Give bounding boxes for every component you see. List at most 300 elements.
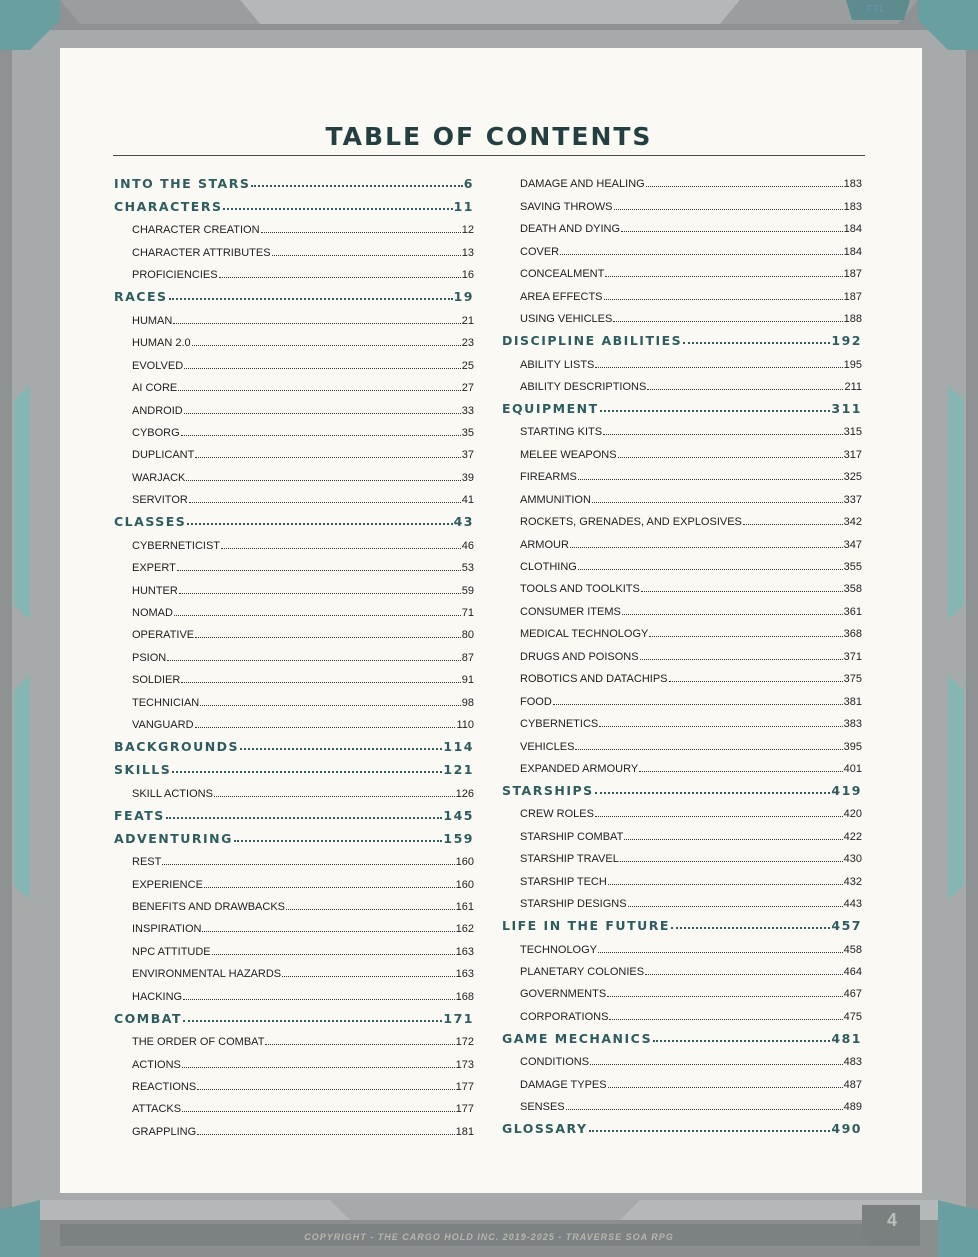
toc-chapter-entry[interactable]: [114, 506, 474, 529]
toc-entry-page: 395: [843, 740, 862, 753]
toc-section-entry[interactable]: [502, 483, 862, 505]
toc-section-entry[interactable]: [114, 1026, 474, 1048]
toc-section-entry[interactable]: [502, 235, 862, 257]
toc-entry-page: 355: [843, 561, 862, 573]
toc-entry-page: 358: [843, 583, 862, 596]
toc-entry-page: 98: [461, 696, 474, 709]
dot-leader: [669, 680, 843, 682]
toc-entry-label: ROBOTICS AND DATACHIPS: [520, 673, 668, 686]
dot-leader: [575, 748, 842, 750]
toc-entry-page: 145: [443, 807, 474, 823]
dot-leader: [286, 908, 455, 910]
toc-entry-page: 192: [831, 333, 862, 349]
toc-entry-page: 23: [461, 337, 474, 350]
toc-section-entry[interactable]: [502, 506, 862, 528]
toc-entry-label: STARTING KITS: [520, 426, 603, 439]
dot-leader: [607, 995, 842, 997]
toc-entry-label: HUMAN 2.0: [132, 337, 191, 350]
toc-entry-page: 325: [843, 471, 862, 484]
toc-section-entry[interactable]: [114, 417, 474, 439]
toc-chapter-entry[interactable]: [502, 1023, 862, 1046]
dot-leader: [167, 659, 461, 661]
toc-entry-page: 184: [843, 245, 862, 258]
dot-leader: [182, 1110, 455, 1112]
toc-entry-label: INTO THE STARS: [114, 176, 251, 191]
toc-section-entry[interactable]: [502, 1068, 862, 1090]
toc-entry-page: 184: [843, 223, 862, 236]
toc-entry-page: 315: [843, 426, 862, 439]
dot-leader: [608, 1086, 843, 1088]
toc-section-entry[interactable]: [502, 190, 862, 212]
dot-leader: [743, 523, 843, 525]
toc-entry-page: 483: [843, 1056, 862, 1069]
toc-chapter-entry[interactable]: [114, 1003, 474, 1026]
dot-leader: [186, 479, 460, 481]
toc-entry-page: 187: [843, 290, 862, 303]
dot-leader: [184, 367, 461, 369]
toc-entry-page: 368: [843, 628, 862, 641]
toc-section-entry[interactable]: [114, 372, 474, 394]
toc-entry-page: 126: [455, 787, 474, 800]
toc-section-entry[interactable]: [114, 913, 474, 935]
dot-leader: [234, 839, 443, 842]
dot-leader: [187, 522, 452, 525]
dot-leader: [178, 389, 461, 391]
dot-leader: [166, 816, 443, 819]
toc-entry-label: STARSHIP DESIGNS: [520, 898, 627, 911]
toc-entry-page: 12: [461, 224, 474, 237]
toc-section-entry[interactable]: [502, 708, 862, 730]
toc-entry-page: 383: [843, 718, 862, 731]
toc-entry-page: 337: [843, 493, 862, 506]
toc-entry-page: 181: [455, 1125, 474, 1138]
dot-leader: [189, 501, 461, 503]
toc-entry-page: 37: [461, 449, 474, 462]
toc-entry-page: 317: [843, 448, 862, 461]
toc-entry-label: USING VEHICLES: [520, 313, 613, 326]
toc-entry-label: HACKING: [132, 990, 183, 1003]
toc-entry-page: 39: [461, 471, 474, 484]
toc-chapter-entry[interactable]: [114, 731, 474, 754]
dot-leader: [604, 298, 843, 300]
toc-section-entry[interactable]: [114, 484, 474, 506]
toc-section-entry[interactable]: [502, 528, 862, 550]
dot-leader: [614, 208, 843, 210]
toc-entry-page: 172: [455, 1036, 474, 1049]
toc-section-entry[interactable]: [502, 348, 862, 370]
toc-entry-label: ABILITY LISTS: [520, 358, 595, 371]
toc-section-entry[interactable]: [502, 843, 862, 865]
toc-entry-page: 114: [443, 739, 474, 755]
toc-entry-page: 457: [831, 918, 862, 934]
toc-entry-label: CLOTHING: [520, 561, 577, 573]
toc-entry-page: 475: [843, 1010, 862, 1023]
toc-section-entry[interactable]: [502, 753, 862, 775]
toc-entry-label: PSION: [132, 651, 167, 664]
toc-section-entry[interactable]: [114, 641, 474, 663]
toc-entry-page: 183: [843, 178, 862, 191]
toc-entry-label: EXPANDED ARMOURY: [520, 762, 639, 775]
toc-entry-page: 19: [453, 289, 474, 305]
toc-chapter-entry[interactable]: [114, 168, 474, 191]
toc-entry-page: 6: [463, 176, 474, 191]
toc-entry-label: CYBERNETICIST: [132, 539, 221, 552]
dot-leader: [595, 815, 843, 817]
toc-section-entry[interactable]: [502, 595, 862, 617]
toc-entry-page: 11: [453, 199, 474, 214]
toc-entry-label: TECHNICIAN: [132, 696, 200, 709]
toc-section-entry[interactable]: [114, 935, 474, 957]
toc-section-entry[interactable]: [502, 640, 862, 662]
toc-chapter-entry[interactable]: [114, 754, 474, 777]
dot-leader: [578, 478, 843, 480]
toc-section-entry[interactable]: [114, 597, 474, 619]
toc-entry-label: WARJACK: [132, 471, 186, 484]
toc-entry-label: DAMAGE AND HEALING: [520, 178, 645, 191]
toc-entry-label: SAVING THROWS: [520, 200, 613, 213]
toc-entry-label: DRUGS AND POISONS: [520, 650, 639, 663]
toc-entry-page: 489: [843, 1101, 862, 1114]
dot-leader: [578, 568, 843, 570]
toc-section-entry[interactable]: [502, 865, 862, 887]
dot-leader: [647, 388, 843, 390]
toc-right-column: [502, 168, 862, 1136]
dot-leader: [223, 207, 452, 210]
toc-section-entry[interactable]: [502, 956, 862, 978]
toc-section-entry[interactable]: [502, 888, 862, 910]
copyright-footer: COPYRIGHT - THE CARGO HOLD INC. 2019-2025 - TRAVERSE SOA RPG: [304, 1232, 674, 1242]
toc-section-entry[interactable]: [114, 868, 474, 890]
toc-entry-page: 91: [461, 674, 474, 687]
toc-entry-page: 487: [843, 1078, 862, 1091]
dot-leader: [195, 636, 461, 638]
dot-leader: [173, 322, 460, 324]
toc-entry-page: 160: [455, 878, 474, 891]
dot-leader: [649, 635, 842, 637]
toc-entry-label: CHARACTER CREATION: [132, 224, 260, 237]
toc-section-entry[interactable]: [502, 978, 862, 1000]
toc-entry-page: 25: [461, 359, 474, 372]
dot-leader: [560, 253, 843, 255]
toc-entry-label: SERVITOR: [132, 494, 188, 507]
toc-entry-label: ABILITY DESCRIPTIONS: [520, 380, 647, 393]
toc-section-entry[interactable]: [114, 327, 474, 349]
toc-section-entry[interactable]: [114, 259, 474, 281]
toc-section-entry[interactable]: [114, 619, 474, 641]
dot-leader: [212, 953, 455, 955]
toc-entry-label: OPERATIVE: [132, 629, 195, 642]
toc-entry-label: CORPORATIONS: [520, 1010, 609, 1023]
dot-leader: [251, 184, 462, 187]
toc-entry-label: SOLDIER: [132, 674, 181, 687]
toc-entry-label: AI CORE: [132, 382, 178, 395]
toc-chapter-entry[interactable]: [114, 823, 474, 846]
toc-entry-label: DEATH AND DYING: [520, 223, 621, 236]
toc-chapter-entry[interactable]: [502, 910, 862, 933]
toc-entry-label: GLOSSARY: [502, 1121, 588, 1137]
dot-leader: [592, 501, 843, 503]
toc-entry-page: 458: [843, 943, 862, 956]
toc-entry-label: ANDROID: [132, 404, 183, 417]
toc-entry-label: MELEE WEAPONS: [520, 448, 617, 461]
dot-leader: [645, 973, 843, 975]
toc-section-entry[interactable]: [502, 438, 862, 460]
toc-entry-label: GRAPPLING: [132, 1125, 197, 1138]
toc-entry-label: CYBERNETICS: [520, 718, 599, 731]
toc-entry-label: TOOLS AND TOOLKITS: [520, 583, 640, 596]
toc-entry-label: ATTACKS: [132, 1103, 182, 1116]
dot-leader: [566, 1108, 843, 1110]
toc-entry-label: REST: [132, 856, 162, 869]
toc-section-entry[interactable]: [114, 958, 474, 980]
page-title: TABLE OF CONTENTS: [325, 122, 653, 151]
toc-section-entry[interactable]: [114, 394, 474, 416]
toc-entry-label: THE ORDER OF COMBAT: [132, 1036, 265, 1049]
toc-entry-label: ENVIRONMENTAL HAZARDS: [132, 968, 282, 981]
toc-section-entry[interactable]: [114, 846, 474, 868]
toc-entry-label: ACTIONS: [132, 1058, 181, 1071]
toc-entry-label: EVOLVED: [132, 359, 184, 372]
dot-leader: [179, 592, 461, 594]
dot-leader: [605, 275, 842, 277]
toc-section-entry[interactable]: [502, 416, 862, 438]
dot-leader: [195, 456, 460, 458]
toc-section-entry[interactable]: [502, 461, 862, 483]
toc-entry-page: 195: [843, 358, 862, 371]
dot-leader: [162, 863, 454, 865]
toc-entry-label: ARMOUR: [520, 538, 569, 551]
toc-entry-label: BACKGROUNDS: [114, 739, 240, 755]
dot-leader: [272, 254, 461, 256]
toc-section-entry[interactable]: [114, 529, 474, 551]
toc-section-entry[interactable]: [502, 1000, 862, 1022]
toc-entry-label: STARSHIP TRAVEL: [520, 853, 619, 866]
dot-leader: [169, 297, 453, 300]
toc-section-entry[interactable]: [502, 820, 862, 842]
toc-entry-label: INSPIRATION: [132, 923, 202, 936]
toc-section-entry[interactable]: [502, 573, 862, 595]
toc-section-entry[interactable]: [114, 664, 474, 686]
toc-section-entry[interactable]: [114, 236, 474, 258]
toc-entry-page: 481: [831, 1030, 862, 1046]
toc-section-entry[interactable]: [114, 304, 474, 326]
toc-entry-page: 173: [455, 1058, 474, 1071]
toc-entry-page: 443: [843, 898, 862, 911]
toc-section-entry[interactable]: [114, 686, 474, 708]
toc-section-entry[interactable]: [502, 168, 862, 190]
dot-leader: [653, 1039, 830, 1042]
dot-leader: [639, 770, 842, 772]
toc-entry-page: 381: [843, 695, 862, 708]
toc-section-entry[interactable]: [114, 1115, 474, 1137]
toc-entry-page: 490: [831, 1121, 862, 1137]
dot-leader: [570, 546, 843, 548]
toc-section-entry[interactable]: [502, 303, 862, 325]
toc-entry-label: SKILL ACTIONS: [132, 787, 213, 800]
toc-section-entry[interactable]: [114, 891, 474, 913]
toc-entry-label: COVER: [520, 245, 560, 258]
toc-entry-label: VEHICLES: [520, 740, 575, 753]
toc-entry-page: 41: [461, 494, 474, 507]
toc-chapter-entry[interactable]: [502, 393, 862, 416]
dot-leader: [621, 230, 843, 232]
dot-leader: [595, 366, 842, 368]
toc-chapter-entry[interactable]: [114, 281, 474, 304]
toc-left-column: [114, 168, 474, 1138]
toc-chapter-entry[interactable]: [114, 800, 474, 823]
dot-leader: [598, 951, 843, 953]
toc-entry-label: NOMAD: [132, 607, 173, 619]
toc-entry-label: FOOD: [520, 695, 552, 708]
dot-leader: [221, 547, 461, 549]
toc-section-entry[interactable]: [502, 618, 862, 640]
toc-section-entry[interactable]: [502, 798, 862, 820]
toc-section-entry[interactable]: [502, 685, 862, 707]
toc-section-entry[interactable]: [502, 371, 862, 393]
toc-section-entry[interactable]: [502, 730, 862, 752]
dot-leader: [613, 320, 842, 322]
toc-section-entry[interactable]: [502, 213, 862, 235]
toc-entry-page: 361: [843, 605, 862, 618]
toc-entry-page: 419: [831, 782, 862, 798]
toc-entry-page: 432: [843, 875, 862, 888]
toc-entry-page: 159: [443, 830, 474, 846]
toc-chapter-entry[interactable]: [502, 325, 862, 348]
toc-entry-label: CYBORG: [132, 426, 180, 439]
toc-entry-page: 71: [461, 607, 474, 619]
toc-entry-page: 177: [455, 1081, 474, 1093]
toc-section-entry[interactable]: [502, 1091, 862, 1113]
dot-leader: [197, 1088, 454, 1090]
toc-entry-label: STARSHIP TECH: [520, 875, 607, 888]
toc-entry-page: 161: [455, 900, 474, 913]
toc-entry-label: HUNTER: [132, 584, 178, 597]
toc-entry-page: 53: [461, 562, 474, 575]
toc-section-entry[interactable]: [502, 258, 862, 280]
toc-section-entry[interactable]: [114, 214, 474, 236]
toc-entry-page: 347: [843, 538, 862, 551]
dot-leader: [628, 905, 843, 907]
toc-entry-page: 342: [843, 516, 862, 529]
dot-leader: [603, 433, 843, 435]
toc-section-entry[interactable]: [114, 1071, 474, 1093]
ftl-tag: FTL: [866, 4, 886, 14]
dot-leader: [624, 838, 842, 840]
toc-chapter-entry[interactable]: [114, 191, 474, 214]
toc-entry-page: 33: [461, 404, 474, 417]
toc-entry-label: DUPLICANT: [132, 449, 195, 462]
dot-leader: [282, 975, 455, 977]
title-rule: [113, 155, 865, 156]
toc-entry-label: REACTIONS: [132, 1081, 197, 1093]
dot-leader: [622, 613, 843, 615]
toc-entry-label: CREW ROLES: [520, 808, 594, 821]
toc-entry-label: PROFICIENCIES: [132, 269, 218, 282]
toc-entry-label: AMMUNITION: [520, 493, 591, 506]
dot-leader: [620, 860, 843, 862]
toc-entry-page: 27: [461, 382, 474, 395]
toc-section-entry[interactable]: [114, 439, 474, 461]
toc-entry-label: VANGUARD: [132, 719, 194, 732]
toc-entry-page: 121: [443, 762, 474, 778]
dot-leader: [202, 930, 454, 932]
toc-section-entry[interactable]: [114, 349, 474, 371]
toc-entry-page: 171: [443, 1010, 474, 1026]
toc-entry-label: LIFE IN THE FUTURE: [502, 918, 670, 934]
toc-entry-page: 430: [843, 853, 862, 866]
toc-section-entry[interactable]: [502, 663, 862, 685]
toc-entry-label: RACES: [114, 289, 168, 305]
toc-section-entry[interactable]: [114, 980, 474, 1002]
toc-entry-page: 188: [843, 313, 862, 326]
dot-leader: [172, 770, 442, 773]
toc-entry-page: 371: [843, 650, 862, 663]
toc-entry-page: 183: [843, 200, 862, 213]
dot-leader: [183, 1019, 442, 1022]
toc-section-entry[interactable]: [502, 551, 862, 573]
toc-section-entry[interactable]: [114, 1048, 474, 1070]
toc-section-entry[interactable]: [502, 1046, 862, 1068]
dot-leader: [219, 276, 461, 278]
toc-entry-page: 160: [455, 856, 474, 869]
toc-section-entry[interactable]: [502, 933, 862, 955]
dot-leader: [618, 456, 843, 458]
toc-entry-label: EQUIPMENT: [502, 400, 599, 416]
toc-entry-page: 162: [455, 923, 474, 936]
toc-chapter-entry[interactable]: [502, 1113, 862, 1136]
toc-entry-label: HUMAN: [132, 314, 173, 327]
toc-entry-label: BENEFITS AND DRAWBACKS: [132, 900, 286, 913]
toc-entry-label: DISCIPLINE ABILITIES: [502, 333, 683, 349]
toc-entry-page: 59: [461, 584, 474, 597]
toc-section-entry[interactable]: [502, 280, 862, 302]
dot-leader: [646, 185, 843, 187]
toc-entry-page: 110: [456, 719, 474, 732]
toc-entry-label: AREA EFFECTS: [520, 290, 603, 303]
toc-section-entry[interactable]: [114, 777, 474, 799]
toc-section-entry[interactable]: [114, 574, 474, 596]
toc-entry-page: 16: [461, 269, 474, 282]
dot-leader: [595, 791, 831, 794]
toc-entry-label: EXPERT: [132, 562, 176, 575]
toc-entry-label: COMBAT: [114, 1010, 182, 1026]
toc-entry-label: STARSHIPS: [502, 782, 594, 798]
page-number: 4: [886, 1210, 897, 1230]
toc-entry-label: CONDITIONS: [520, 1056, 590, 1069]
dot-leader: [609, 1018, 842, 1020]
toc-section-entry[interactable]: [114, 709, 474, 731]
dot-leader: [214, 795, 455, 797]
toc-entry-label: FIREARMS: [520, 471, 577, 484]
toc-entry-page: 35: [461, 426, 474, 439]
dot-leader: [192, 344, 461, 346]
dot-leader: [599, 725, 842, 727]
dot-leader: [195, 726, 456, 728]
toc-entry-page: 80: [461, 629, 474, 642]
dot-leader: [182, 1066, 455, 1068]
dot-leader: [181, 681, 460, 683]
toc-section-entry[interactable]: [114, 1093, 474, 1115]
toc-section-entry[interactable]: [114, 461, 474, 483]
toc-entry-label: CONCEALMENT: [520, 268, 605, 281]
toc-entry-page: 311: [831, 400, 862, 416]
dot-leader: [181, 434, 461, 436]
toc-entry-label: DAMAGE TYPES: [520, 1078, 607, 1091]
toc-chapter-entry[interactable]: [502, 775, 862, 798]
toc-section-entry[interactable]: [114, 552, 474, 574]
dot-leader: [553, 703, 843, 705]
toc-entry-label: TECHNOLOGY: [520, 943, 598, 956]
